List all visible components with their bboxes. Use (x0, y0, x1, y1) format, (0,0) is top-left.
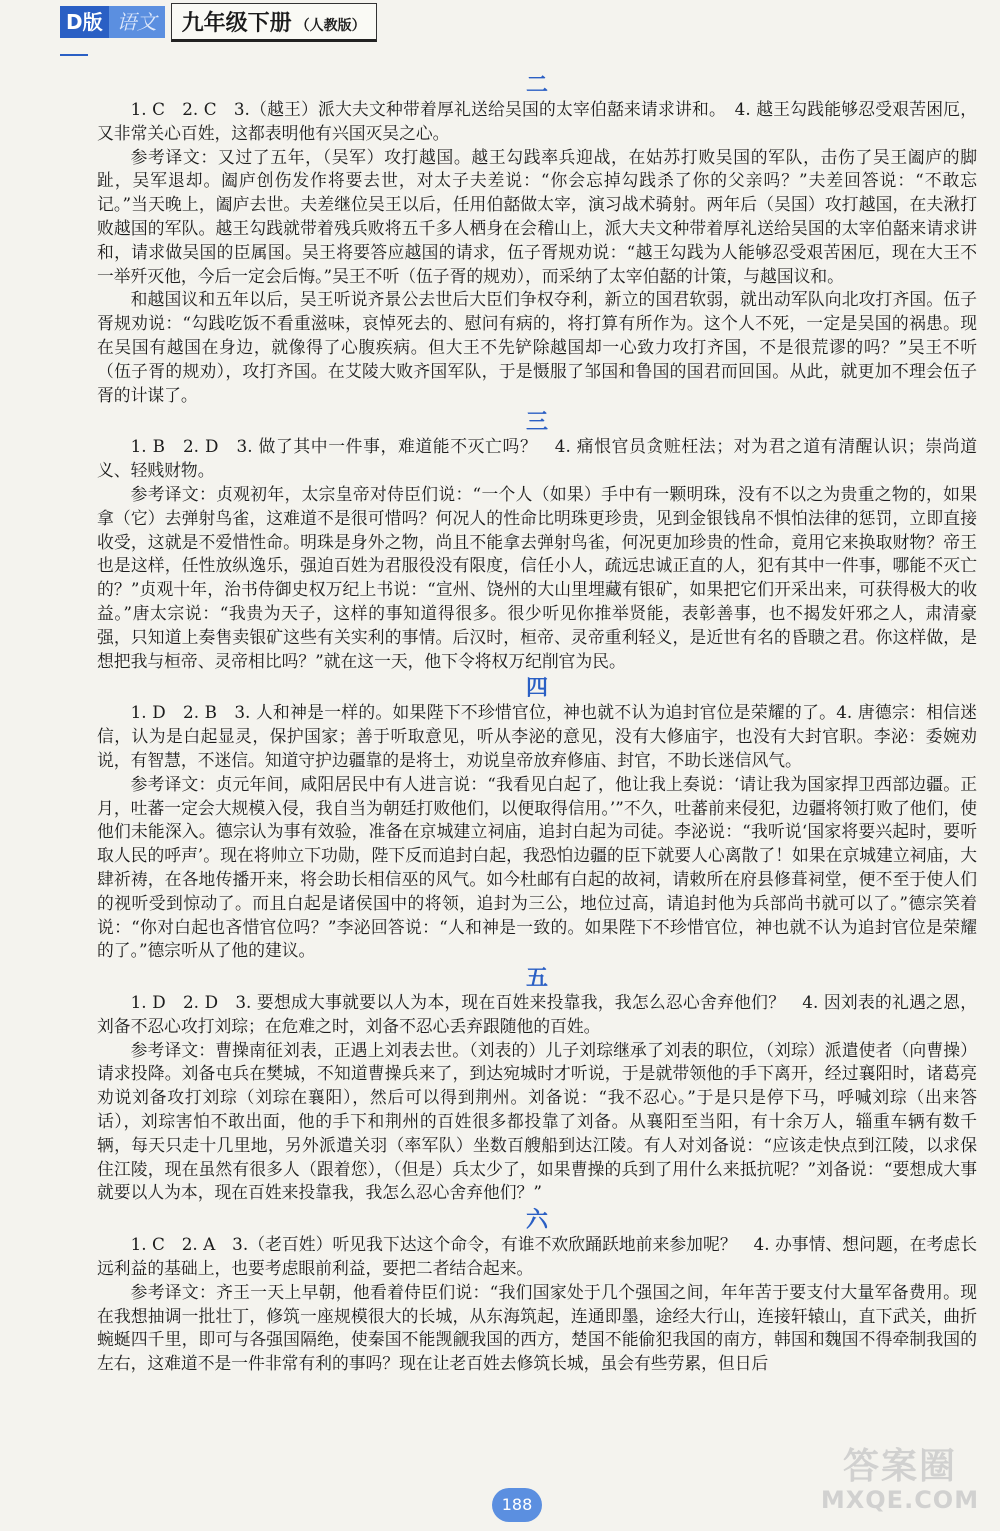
grade-label: 九年级下册 (181, 9, 292, 36)
page-header (60, 4, 420, 40)
answer-paragraph: 1. B 2. D 3. 做了其中一件事，难道能不灭亡吗？ 4. 痛恨官员贪赃枉法；对为君之道有清醒认识；崇尚道义、轻贱财物。 (97, 436, 977, 481)
translation-paragraph: 参考译文：又过了五年，（吴军）攻打越国。越王勾践率兵迎战，在姑苏打败吴国的军队，击伤了吴王阖庐的脚趾，吴军退却。阖庐创伤发作将要去世，对太子夫差说：“你会忘掉勾践杀了你的父亲吗？”夫差回答说：“不敢忘记。”当天晚上，阖庐去世。夫差继位吴王以后，任用伯嚭做太宰，演习战术骑射。两年后（吴国）攻打越国，在夫湫打败越国的军队。越王勾践就带着残兵败将五千多人栖身在会稽山上，派大夫文种带着厚礼送给吴国的太宰伯嚭来请求讲和，请求做吴国的臣属国。吴王将要答应越国的请求，伍子胥规劝说：“越王勾践为人能够忍受艰苦困厄，现在大王不一举歼灭他，今后一定会后悔。”吴王不听（伍子胥的规劝），而采纳了太宰伯嚭的计策，与越国议和。 (97, 146, 977, 286)
translation-paragraph: 参考译文：齐王一天上早朝，他看着侍臣们说：“我们国家处于几个强国之间，年年苦于要支付大量军备费用。现在我想抽调一批壮丁，修筑一座规模很大的长城，从东海筑起，连通即墨，途经大行山，连接轩辕山，直下武关，曲折蜿蜒四千里，即可与各强国隔绝，使秦国不能觊觎我国的西方，楚国不能偷犯我国的南方，韩国和魏国不得牵制我国的左右，这难道不是一件非常有利的事吗？现在让老百姓去修筑长城，虽会有些劳累，但日后 (97, 1281, 977, 1374)
translation-paragraph: 参考译文：贞元年间，咸阳居民中有人进言说：“我看见白起了，他让我上奏说：‘请让我为国家捍卫西部边疆。正月，吐蕃一定会大规模入侵，我自当为朝廷打败他们，以便取得信用。’”不久，吐蕃前来侵犯，边疆将领打败了他们，使他们未能深入。德宗认为事有效验，准备在京城建立祠庙，追封白起为司徒。李泌说：“我听说‘国家将要兴起时，要听取人民的呼声’。现在将帅立下功勋，陛下反而追封白起，我恐怕边疆的臣下就要人心离散了！如果在京城建立祠庙，大肆祈祷，在各地传播开来，将会助长相信巫的风气。如今杜邮有白起的故祠，请敕所在府县修葺祠堂，便不至于使人们的视听受到惊动了。而且白起是诸侯国中的将领，追封为三公，地位过高，请追封他为兵部尚书就可以了。”德宗笑着说：“你对白起也吝惜官位吗？”李泌回答说：“人和神是一致的。如果陛下不珍惜官位，神也就不认为追封官位是荣耀的了。”德宗听从了他的建议。 (97, 773, 977, 961)
header-rule (60, 54, 88, 56)
section-title: 三 (525, 409, 548, 436)
edition-label: （人教版） (295, 17, 366, 34)
section-title: 五 (525, 965, 548, 992)
answer-paragraph: 1. D 2. D 3. 要想成大事就要以人为本，现在百姓来投靠我，我怎么忍心舍弃他们？ 4. 因刘表的礼遇之恩，刘备不忍心攻打刘琮；在危难之时，刘备不忍心丢弃跟随他的百姓。 (97, 992, 977, 1036)
watermark-text: 答案圈 (842, 1446, 957, 1487)
section-title: 六 (525, 1207, 548, 1234)
answer-content (97, 70, 977, 1376)
watermark-logo (820, 1447, 980, 1517)
section-title: 四 (525, 675, 548, 702)
page-number: 188 (492, 1488, 542, 1522)
translation-paragraph: 参考译文：曹操南征刘表，正遇上刘表去世。（刘表的）儿子刘琮继承了刘表的职位，（刘琮）派遣使者（向曹操）请求投降。刘备屯兵在樊城，不知道曹操兵来了，到达宛城时才听说，于是就带领他的手下离开，经过襄阳时，诸葛亮劝说刘备攻打刘琮（刘琮在襄阳），然后可以得到荆州。刘备说：“我不忍心。”于是只是停下马，呼喊刘琮（出来答话），刘琮害怕不敢出面，他的手下和荆州的百姓很多都投靠了刘备。从襄阳至当阳，有十余万人，辎重车辆有数千辆，每天只走十几里地，另外派遣关羽（率军队）坐数百艘船到达江陵。有人对刘备说：“应该走快点到江陵，以求保住江陵，现在虽然有很多人（跟着您），（但是）兵太少了，如果曹操的兵到了用什么来抵抗呢？”刘备说：“要想成大事就要以人为本，现在百姓来投靠我，我怎么忍心舍弃他们？” (97, 1039, 977, 1203)
subject-label: 语文 (109, 6, 165, 38)
grade-title (171, 3, 377, 42)
watermark-url: MXQE.COM (820, 1486, 980, 1514)
translation-paragraph: 参考译文：贞观初年，太宗皇帝对侍臣们说：“一个人（如果）手中有一颗明珠，没有不以之为贵重之物的，如果拿（它）去弹射鸟雀，这难道不是很可惜吗？何况人的性命比明珠更珍贵，见到金银钱帛不惧怕法律的惩罚，立即直接收受，这就是不爱惜性命。明珠是身外之物，尚且不能拿去弹射鸟雀，何况更加珍贵的性命，竟用它来换取财物？帝王也是这样，任性放纵逸乐，强迫百姓为君服役没有限度，信任小人，疏远忠诚正直的人，犯有其中一件事，哪能不灭亡的？”贞观十年，治书侍御史权万纪上书说：“宣州、饶州的大山里埋藏有银矿，如果把它们开采出来，可获得极大的收益。”唐太宗说：“我贵为天子，这样的事知道得很多。很少听见你推举贤能，表彰善事，也不揭发奸邪之人，肃清豪强，只知道上奏售卖银矿这些有关实利的事情。后汉时，桓帝、灵帝重利轻义，是近世有名的昏聩之君。你这样做，是想把我与桓帝、灵帝相比吗？”就在这一天，他下令将权万纪削官为民。 (97, 483, 977, 671)
answer-paragraph: 1. C 2. A 3.（老百姓）听见我下达这个命令，有谁不欢欣踊跃地前来参加呢？ 4. 办事情、想问题，在考虑长远利益的基础上，也要考虑眼前利益，要把二者结合起来。 (97, 1234, 977, 1279)
edition-badge: D版 (60, 6, 109, 38)
answer-paragraph: 1. D 2. B 3. 人和神是一样的。如果陛下不珍惜官位，神也就不认为追封官位是荣耀的了。4. 唐德宗：相信迷信，认为是白起显灵，保护国家；善于听取意见，听从李泌的意见，没有大修庙宇，也没有大封官职。李泌：委婉劝说，有智慧，不迷信。知道守护边疆靠的是将士，劝说皇帝放弃修庙、封官，不助长迷信风气。 (97, 702, 977, 770)
answer-paragraph: 1. C 2. C 3.（越王）派大夫文种带着厚礼送给吴国的太宰伯嚭来请求讲和。 4. 越王勾践能够忍受艰苦困厄，又非常关心百姓，这都表明他有兴国灭吴之心。 (97, 99, 977, 143)
section-title: 二 (525, 72, 548, 98)
translation-paragraph: 和越国议和五年以后，吴王听说齐景公去世后大臣们争权夺利，新立的国君软弱，就出动军队向北攻打齐国。伍子胥规劝说：“勾践吃饭不看重滋味，哀悼死去的、慰问有病的，将打算有所作为。这个人不死，一定是吴国的祸患。现在吴国有越国在身边，就像得了心腹疾病。但大王不先铲除越国却一心致力攻打齐国，不是很荒谬的吗？”吴王不听（伍子胥的规劝），攻打齐国。在艾陵大败齐国军队，于是慑服了邹国和鲁国的国君而回国。从此，就更加不理会伍子胥的计谋了。 (97, 289, 977, 405)
